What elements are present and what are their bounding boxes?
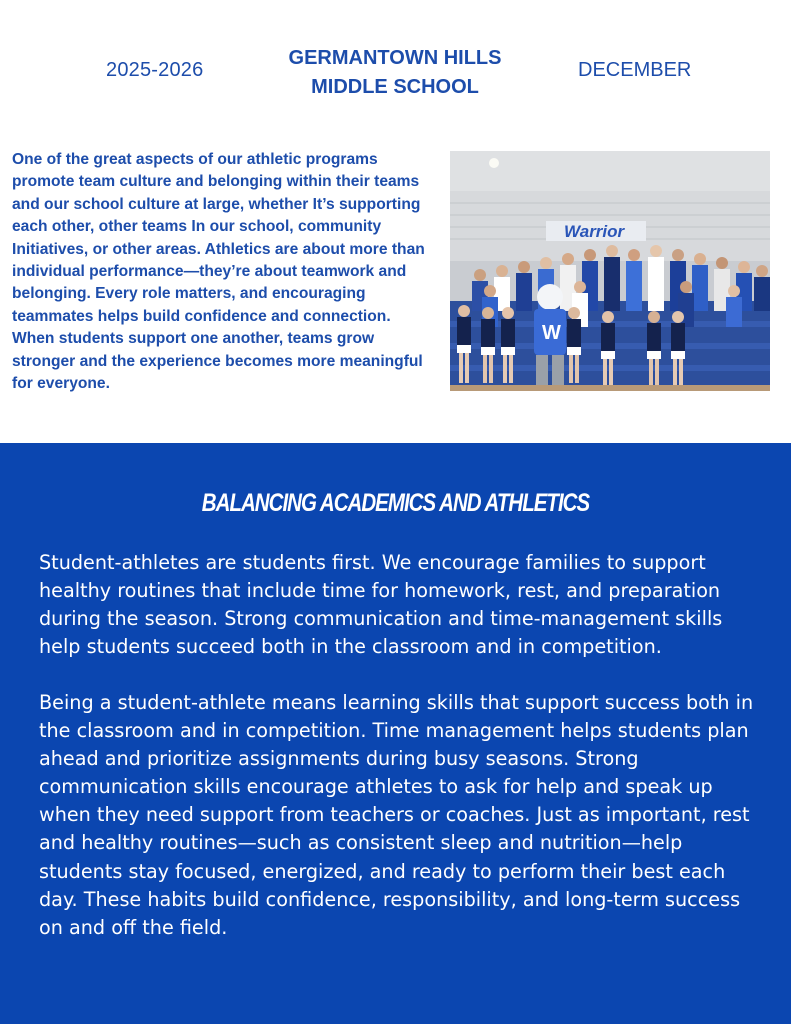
section-title: BALANCING ACADEMICS AND ATHLETICS — [201, 489, 590, 517]
school-name-line2: MIDDLE SCHOOL — [311, 76, 479, 98]
issue-month: DECEMBER — [578, 59, 692, 81]
section-paragraph-1: Student-athletes are students first. We encourage families to support healthy routines that include time for homework, rest, and preparation during the season. Strong communication and time-management skills help students succeed both in the classroom and in competition. — [39, 551, 723, 659]
school-name-line1: GERMANTOWN HILLS — [288, 47, 502, 69]
school-year: 2025-2026 — [106, 59, 204, 81]
section-paragraph-2: Being a student-athlete means learning skills that support success both in the classroom and in competition. Time management helps students plan ahead and prioritize assignments during busy seasons. Strong communication skills encourage athletes to ask for help and speak up when they need support from teachers or coaches. Just as important, rest and healthy routines—such as consistent sleep and nutrition—help students stay focused, energized, and ready to perform their best each day. These habits build confidence, responsibility, and long-term success on and off the field. — [39, 691, 754, 939]
student-section-photo — [450, 151, 770, 391]
intro-paragraph: One of the great aspects of our athletic programs promote team culture and belonging within their teams and our school culture at large, whether It’s supporting each other, other teams In our school, community Initiatives, or other areas. Athletics are about more than individual performance—they’re about teamwork and belonging. Every role matters, and encouraging teammates helps build confidence and connection. When students support one another, teams grow stronger and the experience becomes more meaningful for everyone. — [12, 151, 425, 393]
mascot-jersey-letter: W — [542, 322, 561, 344]
school-name — [270, 44, 520, 102]
banner-text: Warrior — [564, 222, 625, 241]
photo-illustration — [450, 151, 770, 391]
newsletter-header — [0, 0, 791, 140]
academics-athletics-section — [0, 443, 791, 1024]
